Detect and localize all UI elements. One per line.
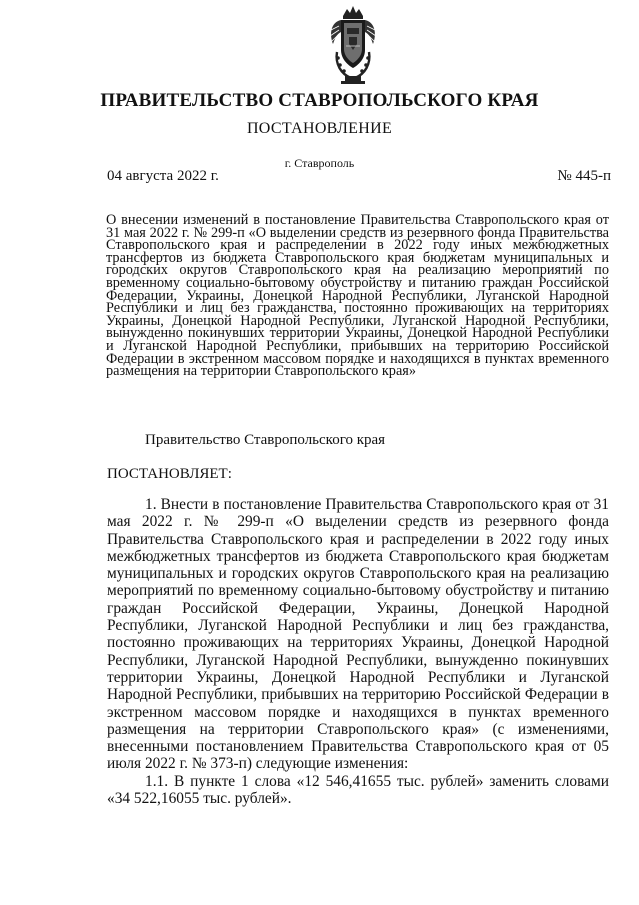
document-date: 04 августа 2022 г.	[107, 168, 219, 184]
document-subject: О внесении изменений в постановление Правительства Ставропольского края от 31 мая 2022 г. № 299-п «О выделении средств из резервного фонда Правительства Ставропольского края и распределении в 2022 году иных межбюджетных трансфертов из бюджета Ставропольского края бюджетам муниципальных и городских округов Ставропольского края на реализацию мероприятий по временному социально-бытовому обустройству и питанию граждан Российской Федерации, Украины, Донецкой Народной Республики, Луганской Народной Республики и лиц без гражданства, постоянно проживающих на территориях Украины, Донецкой Народной Республики, Луганской Народной Республики, вынужденно покинувших территории Украины, Донецкой Народной Республики и Луганской Народной Республики, прибывших на территорию Российской Федерации в экстренном массовом порядке и находящихся в пунктах временного размещения на территории Ставропольского края»	[106, 212, 609, 380]
resolution-heading: ПОСТАНОВЛЯЕТ:	[107, 466, 232, 482]
paragraph-1: 1. Внести в постановление Правительства Ставропольского края от 31 мая 2022 г. № 299-п «О выделении средств из резервного фонда Правительства Ставропольского края и распределении в 2022 году иных межбюджетных трансфертов из бюджета Ставропольского края бюджетам муниципальных и городских округов Ставропольского края на реализацию мероприятий по временному социально-бытовому обустройству и питанию граждан Российской Федерации, Украины, Донецкой Народной Республики, Луганской Народной Республики и лиц без гражданства, постоянно проживающих на территориях Украины, Донецкой Народной Республики, Луганской Народной Республики, вынужденно покинувших территории Украины, Донецкой Народной Республики и Луганской Народной Республики, прибывших на территорию Российской Федерации в экстренном массовом порядке и находящихся в пунктах временного размещения на территории Ставропольского края» (с изменениями, внесенными постановлением Правительства Ставропольского края от 05 июля 2022 г. № 373-п) следующие изменения:	[107, 496, 609, 773]
government-title: ПРАВИТЕЛЬСТВО СТАВРОПОЛЬСКОГО КРАЯ	[100, 90, 539, 111]
city-label: г. Ставрополь	[284, 156, 355, 170]
preamble: Правительство Ставропольского края	[145, 432, 386, 448]
document-type: ПОСТАНОВЛЕНИЕ	[246, 120, 393, 137]
paragraph-1-1: 1.1. В пункте 1 слова «12 546,41655 тыс. рублей» заменить словами «34 522,16055 тыс. рублей».	[107, 772, 609, 808]
coat-of-arms-icon	[327, 4, 379, 86]
document-body	[107, 496, 609, 807]
document-number: № 445-п	[557, 168, 611, 184]
